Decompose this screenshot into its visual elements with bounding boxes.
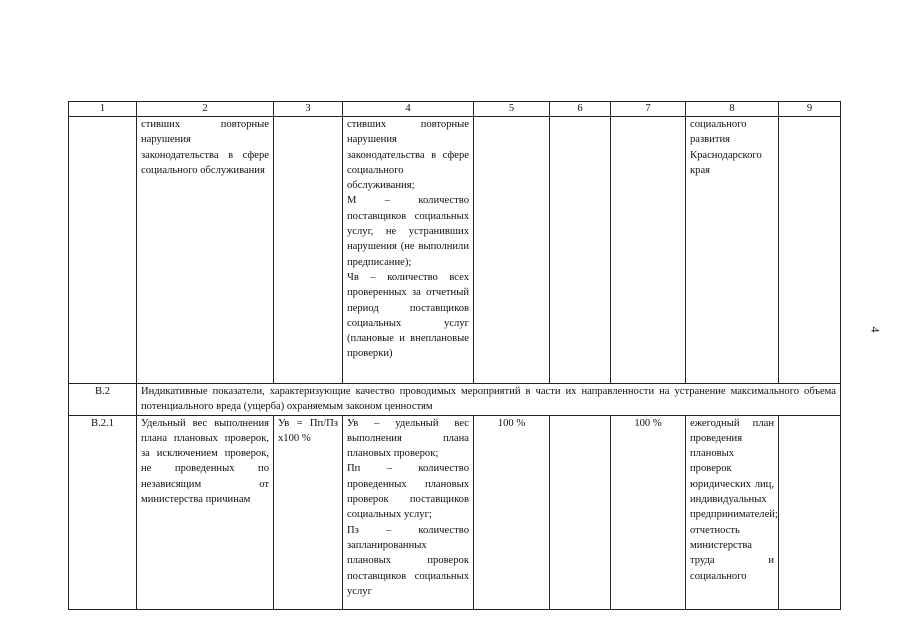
table-cell [550,117,611,384]
value-cell: 100 % [611,415,686,609]
indicators-table [68,101,841,610]
indicator-name-cell: Удельный вес выполнения плана плановых проверок, за исключением проверок, не проведенных по независящим от министерства причинам [137,415,274,609]
formula-description-cell: стивших повторные нарушения законодательства в сфере социального обслуживания; М – количество поставщиков социальных услуг, не устранивших нарушения (не выполнили предписание); Чв – количество всех проверенных за отчетный период поставщиков социальных услуг (плановые и внеплановые проверки) [343,117,474,384]
table-cell [274,117,343,384]
indicator-code: В.2.1 [69,415,137,609]
column-number: 7 [611,102,686,117]
source-cell: ежегодный план проведения плановых проверок юридических лиц, индивидуальных предпринимателей; отчетность министерства труда и социального [686,415,779,609]
column-number: 9 [779,102,841,117]
table-cell [779,117,841,384]
column-number: 6 [550,102,611,117]
table-cell [474,117,550,384]
column-number: 5 [474,102,550,117]
column-number: 2 [137,102,274,117]
indicator-name-cell: стивших повторные нарушения законодательства в сфере социального обслуживания [137,117,274,384]
column-number: 4 [343,102,474,117]
source-cell: социального развития Краснодарского края [686,117,779,384]
table-cell [69,117,137,384]
continuation-row [69,117,841,384]
formula-description-cell: Ув – удельный вес выполнения плана плановых проверок; Пп – количество проведенных плановых проверок поставщиков социальных услуг; Пз – количество запланированных плановых проверок поставщиков социальных услуг [343,415,474,609]
page-number: 4 [868,326,883,333]
column-number: 1 [69,102,137,117]
value-cell: 100 % [474,415,550,609]
column-number: 8 [686,102,779,117]
column-number: 3 [274,102,343,117]
table-cell [550,415,611,609]
table-cell [611,117,686,384]
section-title: Индикативные показатели, характеризующие качество проводимых мероприятий в части их направленности на устранение максимального объема потенциального вреда (ущерба) охраняемым законом ценностям [137,384,841,416]
formula-cell: Ув = Пп/Пз х100 % [274,415,343,609]
section-row [69,384,841,416]
column-number-row [69,102,841,117]
section-code: В.2 [69,384,137,416]
table-cell [779,415,841,609]
indicator-row [69,415,841,609]
